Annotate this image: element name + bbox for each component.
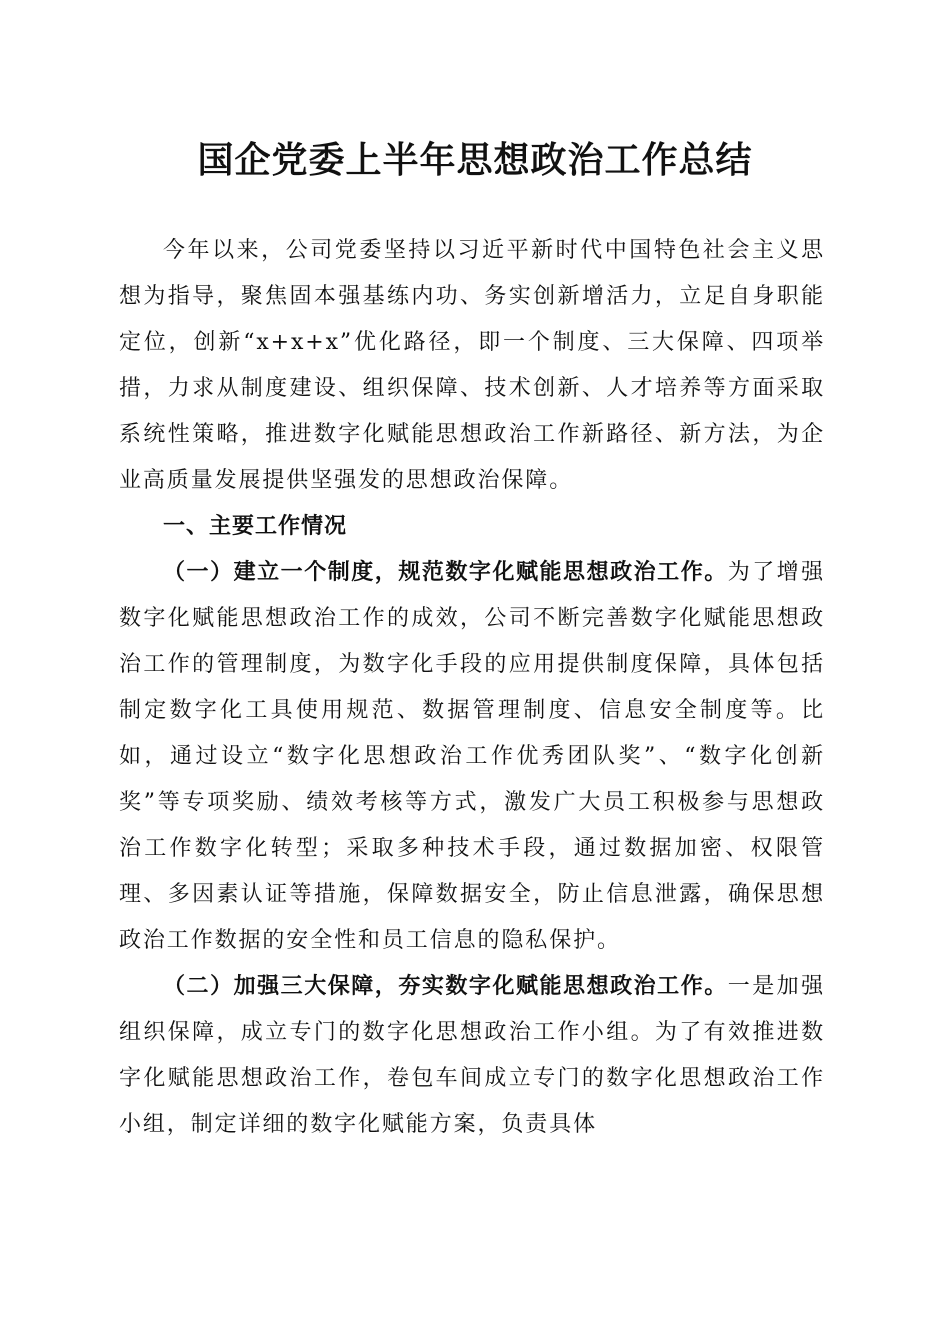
subsection-2-body: 一是加强组织保障，成立专门的数字化思想政治工作小组。为了有效推进数字化赋能思想政治工作，卷包车间成立专门的数字化思想政治工作小组，制定详细的数字化赋能方案，负责具体 [119,974,825,1137]
document-title: 国企党委上半年思想政治工作总结 [197,139,753,181]
subsection-1-body: 为了增强数字化赋能思想政治工作的成效，公司不断完善数字化赋能思想政治工作的管理制度，为数字化手段的应用提供制度保障，具体包括制定数字化工具使用规范、数据管理制度、信息安全制度等。比如，通过设立“数字化思想政治工作优秀团队奖”、“数字化创新奖”等专项奖励、绩效考核等方式，激发广大员工积极参与思想政治工作数字化转型；采取多种技术手段，通过数据加密、权限管理、多因素认证等措施，保障数据安全，防止信息泄露，确保思想政治工作数据的安全性和员工信息的隐私保护。 [119,560,825,953]
intro-paragraph: 今年以来，公司党委坚持以习近平新时代中国特色社会主义思想为指导，聚焦固本强基练内功、务实创新增活力，立足自身职能定位，创新“x+x+x”优化路径，即一个制度、三大保障、四项举措，力求从制度建设、组织保障、技术创新、人才培养等方面采取系统性策略，推进数字化赋能思想政治工作新路径、新方法，为企业高质量发展提供坚强发的思想政治保障。 [119,238,825,493]
subsection-1-paragraph [119,550,825,964]
section-heading-main-work: 一、主要工作情况 [163,514,348,539]
subsection-2-paragraph [119,964,825,1148]
subsection-1-heading: （一）建立一个制度，规范数字化赋能思想政治工作。 [163,560,728,585]
document-body [119,228,825,1148]
subsection-2-heading: （二）加强三大保障，夯实数字化赋能思想政治工作。 [163,974,728,999]
